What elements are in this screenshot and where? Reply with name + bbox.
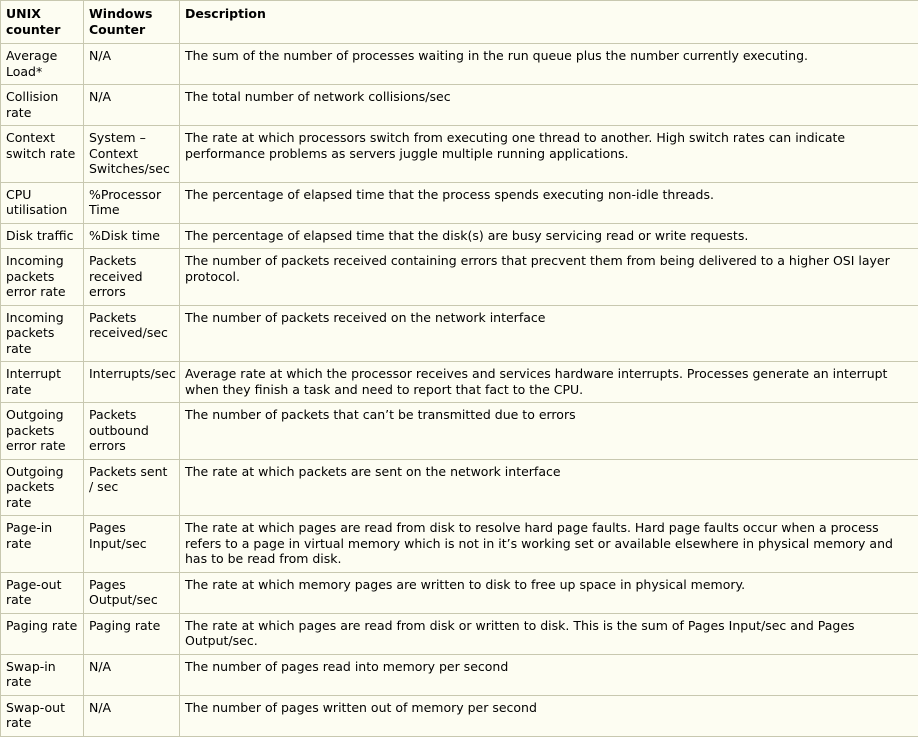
column-header-unix-counter: UNIX counter: [1, 1, 84, 44]
cell-windows-counter: %Disk time: [84, 223, 180, 249]
cell-windows-counter: Packets outbound errors: [84, 403, 180, 460]
cell-unix-counter: Collision rate: [1, 85, 84, 126]
cell-description: The rate at which processors switch from executing one thread to another. High switch rates can indicate performance problems as servers juggle multiple running applications.: [180, 126, 918, 183]
cell-unix-counter: Context switch rate: [1, 126, 84, 183]
cell-windows-counter: N/A: [84, 695, 180, 736]
cell-description: The number of packets received containing errors that precvent them from being delivered to a higher OSI layer protocol.: [180, 249, 918, 306]
table-row: [1, 44, 918, 85]
cell-windows-counter: N/A: [84, 85, 180, 126]
table-row: [1, 223, 918, 249]
cell-unix-counter: Page-out rate: [1, 572, 84, 613]
cell-windows-counter: System – Context Switches/sec: [84, 126, 180, 183]
table-row: [1, 459, 918, 516]
cell-windows-counter: Pages Input/sec: [84, 516, 180, 573]
cell-unix-counter: Disk traffic: [1, 223, 84, 249]
cell-description: Average rate at which the processor receives and services hardware interrupts. Processes generate an interrupt when they finish a task and need to report that fact to the CPU.: [180, 362, 918, 403]
cell-unix-counter: Page-in rate: [1, 516, 84, 573]
table-header-row: [1, 1, 918, 44]
table-row: [1, 362, 918, 403]
cell-unix-counter: Outgoing packets error rate: [1, 403, 84, 460]
table-row: [1, 613, 918, 654]
table-row: [1, 654, 918, 695]
table-header: [1, 1, 918, 44]
cell-windows-counter: Pages Output/sec: [84, 572, 180, 613]
cell-unix-counter: Incoming packets rate: [1, 305, 84, 362]
cell-description: The total number of network collisions/sec: [180, 85, 918, 126]
cell-windows-counter: %Processor Time: [84, 182, 180, 223]
cell-description: The rate at which memory pages are written to disk to free up space in physical memory.: [180, 572, 918, 613]
cell-unix-counter: Swap-out rate: [1, 695, 84, 736]
table-row: [1, 249, 918, 306]
cell-unix-counter: Swap-in rate: [1, 654, 84, 695]
table-row: [1, 305, 918, 362]
cell-description: The percentage of elapsed time that the disk(s) are busy servicing read or write requests.: [180, 223, 918, 249]
column-header-description: Description: [180, 1, 918, 44]
cell-windows-counter: N/A: [84, 44, 180, 85]
table-body: [1, 44, 918, 737]
table-row: [1, 182, 918, 223]
cell-description: The number of packets received on the network interface: [180, 305, 918, 362]
table-row: [1, 85, 918, 126]
cell-description: The percentage of elapsed time that the process spends executing non-idle threads.: [180, 182, 918, 223]
cell-description: The rate at which pages are read from disk or written to disk. This is the sum of Pages Input/sec and Pages Output/sec.: [180, 613, 918, 654]
cell-unix-counter: Average Load*: [1, 44, 84, 85]
cell-description: The number of pages read into memory per second: [180, 654, 918, 695]
cell-description: The rate at which pages are read from disk to resolve hard page faults. Hard page faults occur when a process refers to a page in virtual memory which is not in it’s working set or available elsewhere in physical memory and has to be read from disk.: [180, 516, 918, 573]
cell-unix-counter: Incoming packets error rate: [1, 249, 84, 306]
cell-description: The number of packets that can’t be transmitted due to errors: [180, 403, 918, 460]
cell-windows-counter: Packets sent / sec: [84, 459, 180, 516]
cell-windows-counter: Packets received/sec: [84, 305, 180, 362]
cell-windows-counter: Interrupts/sec: [84, 362, 180, 403]
table-row: [1, 126, 918, 183]
cell-unix-counter: CPU utilisation: [1, 182, 84, 223]
table-row: [1, 695, 918, 736]
cell-windows-counter: Packets received errors: [84, 249, 180, 306]
cell-description: The sum of the number of processes waiting in the run queue plus the number currently executing.: [180, 44, 918, 85]
cell-description: The rate at which packets are sent on the network interface: [180, 459, 918, 516]
table-row: [1, 403, 918, 460]
cell-windows-counter: N/A: [84, 654, 180, 695]
table-row: [1, 572, 918, 613]
cell-unix-counter: Interrupt rate: [1, 362, 84, 403]
cell-description: The number of pages written out of memory per second: [180, 695, 918, 736]
cell-unix-counter: Outgoing packets rate: [1, 459, 84, 516]
column-header-windows-counter: Windows Counter: [84, 1, 180, 44]
table-row: [1, 516, 918, 573]
cell-unix-counter: Paging rate: [1, 613, 84, 654]
cell-windows-counter: Paging rate: [84, 613, 180, 654]
